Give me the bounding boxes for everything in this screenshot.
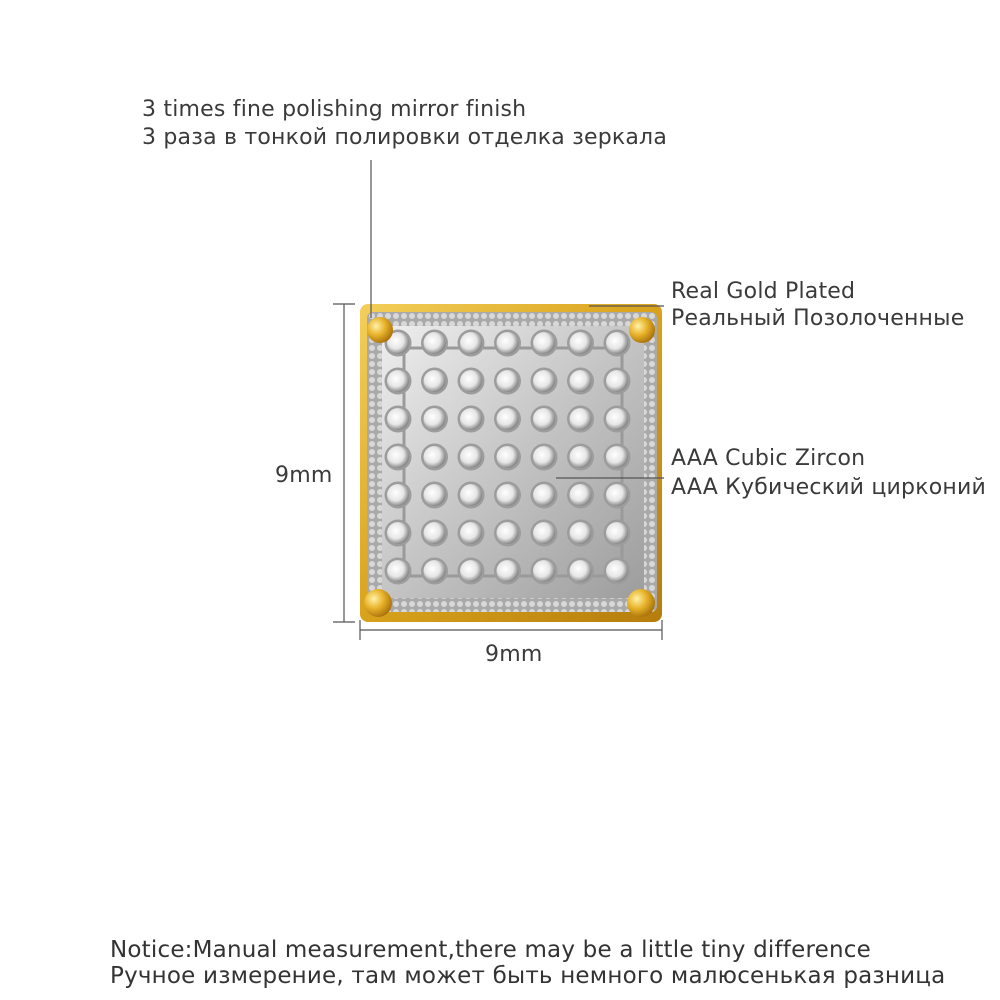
zircon-stone (533, 408, 555, 430)
zircon-stone (606, 560, 628, 582)
zircon-stone (387, 408, 409, 430)
zircon-stone (606, 446, 628, 468)
zircon-stone (570, 408, 592, 430)
zircon-stone (424, 332, 446, 354)
zircon-stone (606, 370, 628, 392)
zircon-stone (387, 446, 409, 468)
zircon-stone (497, 408, 519, 430)
zircon-stone (533, 560, 555, 582)
zircon-stone (497, 522, 519, 544)
zircon-stone (424, 522, 446, 544)
prong-bottom-left (364, 589, 392, 617)
zircon-stone (424, 484, 446, 506)
notice-en: Notice:Manual measurement,there may be a little tiny difference (110, 937, 871, 963)
zircon-stone (570, 446, 592, 468)
zircon-stone (497, 446, 519, 468)
zircon-stone (533, 522, 555, 544)
zircon-stone (460, 370, 482, 392)
zircon-stone (497, 484, 519, 506)
zircon-stone (497, 560, 519, 582)
width-label: 9mm (485, 642, 543, 667)
zircon-stone (533, 370, 555, 392)
zircon-stone (387, 370, 409, 392)
zircon-stone (460, 332, 482, 354)
zircon-stone (570, 332, 592, 354)
zircon-label-ru: AAA Кубический цирконий (671, 475, 986, 500)
notice-ru: Ручное измерение, там может быть немного малюсенькая разница (110, 963, 946, 989)
zircon-stone (424, 446, 446, 468)
zircon-stone (570, 484, 592, 506)
zircon-stone (424, 408, 446, 430)
zircon-stone (460, 484, 482, 506)
prong-top-left (367, 317, 393, 343)
zircon-stone (460, 446, 482, 468)
zircon-stone (533, 484, 555, 506)
zircon-stone (570, 370, 592, 392)
polish-label-en: 3 times fine polishing mirror finish (142, 97, 527, 122)
polish-label-ru: 3 раза в тонкой полировки отделка зеркала (142, 125, 667, 150)
zircon-label-en: AAA Cubic Zircon (671, 446, 866, 471)
zircon-stone (387, 522, 409, 544)
zircon-stone (497, 370, 519, 392)
prong-top-right (629, 317, 655, 343)
zircon-stone (387, 484, 409, 506)
zircon-stone (606, 484, 628, 506)
zircon-stone (424, 560, 446, 582)
zircon-stone (533, 446, 555, 468)
gold-label-ru: Реальный Позолоченные (671, 306, 965, 331)
zircon-stone (606, 332, 628, 354)
zircon-stone (606, 408, 628, 430)
prong-bottom-right (627, 589, 655, 617)
zircon-stone (606, 522, 628, 544)
zircon-stone (497, 332, 519, 354)
zircon-stone (460, 560, 482, 582)
zircon-stone (570, 560, 592, 582)
gold-label-en: Real Gold Plated (671, 279, 856, 304)
zircon-stone (570, 522, 592, 544)
zircon-stone (387, 560, 409, 582)
zircon-stone (460, 522, 482, 544)
zircon-stone (460, 408, 482, 430)
zircon-stone (533, 332, 555, 354)
height-label: 9mm (275, 463, 333, 488)
zircon-stone (424, 370, 446, 392)
